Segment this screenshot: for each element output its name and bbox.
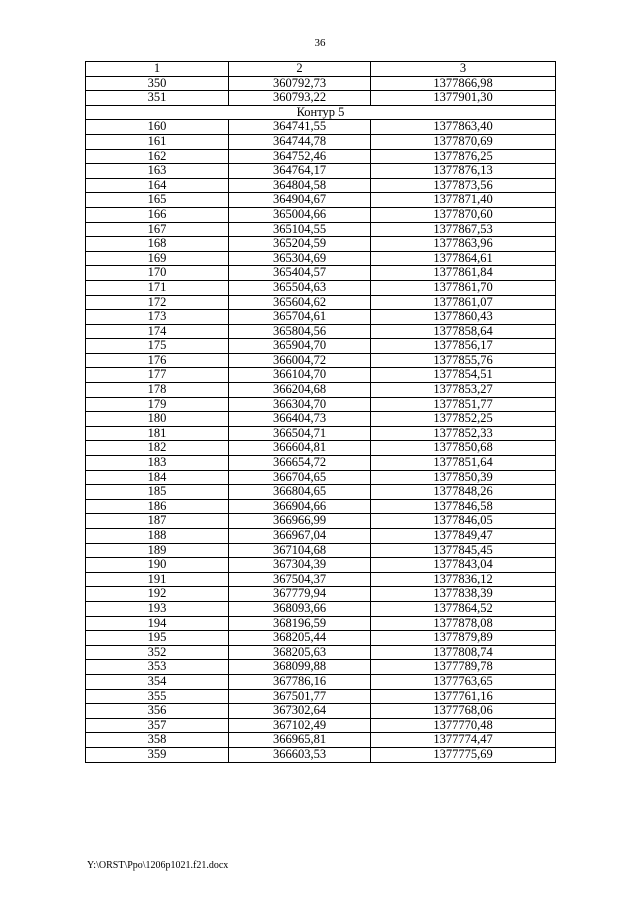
y-coordinate: 1377845,45 bbox=[371, 543, 556, 558]
x-coordinate: 366504,71 bbox=[229, 426, 371, 441]
point-number: 174 bbox=[86, 324, 229, 339]
y-coordinate: 1377856,17 bbox=[371, 339, 556, 354]
table-row bbox=[86, 134, 556, 149]
point-number: 176 bbox=[86, 353, 229, 368]
point-number: 353 bbox=[86, 660, 229, 675]
y-coordinate: 1377774,47 bbox=[371, 733, 556, 748]
point-number: 351 bbox=[86, 91, 229, 106]
page-number: 36 bbox=[314, 37, 326, 49]
y-coordinate: 1377871,40 bbox=[371, 193, 556, 208]
x-coordinate: 364804,58 bbox=[229, 178, 371, 193]
x-coordinate: 367786,16 bbox=[229, 674, 371, 689]
table-row bbox=[86, 660, 556, 675]
x-coordinate: 367104,68 bbox=[229, 543, 371, 558]
point-number: 167 bbox=[86, 222, 229, 237]
table-row bbox=[86, 310, 556, 325]
table-row bbox=[86, 251, 556, 266]
x-coordinate: 367302,64 bbox=[229, 704, 371, 719]
table-row bbox=[86, 368, 556, 383]
point-number: 166 bbox=[86, 207, 229, 222]
x-coordinate: 364904,67 bbox=[229, 193, 371, 208]
y-coordinate: 1377863,40 bbox=[371, 120, 556, 135]
point-number: 194 bbox=[86, 616, 229, 631]
y-coordinate: 1377849,47 bbox=[371, 529, 556, 544]
x-coordinate: 366967,04 bbox=[229, 529, 371, 544]
point-number: 354 bbox=[86, 674, 229, 689]
table-row bbox=[86, 441, 556, 456]
point-number: 173 bbox=[86, 310, 229, 325]
y-coordinate: 1377860,43 bbox=[371, 310, 556, 325]
x-coordinate: 368196,59 bbox=[229, 616, 371, 631]
table-row bbox=[86, 631, 556, 646]
table-row bbox=[86, 353, 556, 368]
x-coordinate: 365004,66 bbox=[229, 207, 371, 222]
y-coordinate: 1377858,64 bbox=[371, 324, 556, 339]
x-coordinate: 365904,70 bbox=[229, 339, 371, 354]
table-row bbox=[86, 689, 556, 704]
point-number: 181 bbox=[86, 426, 229, 441]
table-row bbox=[86, 164, 556, 179]
y-coordinate: 1377870,69 bbox=[371, 134, 556, 149]
x-coordinate: 366965,81 bbox=[229, 733, 371, 748]
y-coordinate: 1377855,76 bbox=[371, 353, 556, 368]
section-row bbox=[86, 105, 556, 120]
x-coordinate: 367304,39 bbox=[229, 558, 371, 573]
x-coordinate: 367102,49 bbox=[229, 718, 371, 733]
column-header: 2 bbox=[229, 62, 371, 77]
x-coordinate: 365804,56 bbox=[229, 324, 371, 339]
table-row bbox=[86, 470, 556, 485]
y-coordinate: 1377761,16 bbox=[371, 689, 556, 704]
table-row bbox=[86, 529, 556, 544]
y-coordinate: 1377843,04 bbox=[371, 558, 556, 573]
table-row bbox=[86, 616, 556, 631]
table-row bbox=[86, 383, 556, 398]
table-row bbox=[86, 514, 556, 529]
table-row bbox=[86, 645, 556, 660]
point-number: 171 bbox=[86, 280, 229, 295]
table-row bbox=[86, 222, 556, 237]
point-number: 187 bbox=[86, 514, 229, 529]
y-coordinate: 1377851,64 bbox=[371, 456, 556, 471]
table-row bbox=[86, 718, 556, 733]
section-title: Контур 5 bbox=[86, 105, 556, 120]
y-coordinate: 1377768,06 bbox=[371, 704, 556, 719]
point-number: 178 bbox=[86, 383, 229, 398]
y-coordinate: 1377851,77 bbox=[371, 397, 556, 412]
table-row bbox=[86, 207, 556, 222]
table-row bbox=[86, 412, 556, 427]
y-coordinate: 1377864,52 bbox=[371, 601, 556, 616]
coordinates-table bbox=[85, 61, 556, 763]
table-row bbox=[86, 295, 556, 310]
y-coordinate: 1377850,39 bbox=[371, 470, 556, 485]
x-coordinate: 365704,61 bbox=[229, 310, 371, 325]
point-number: 357 bbox=[86, 718, 229, 733]
x-coordinate: 366704,65 bbox=[229, 470, 371, 485]
x-coordinate: 366603,53 bbox=[229, 747, 371, 762]
point-number: 168 bbox=[86, 237, 229, 252]
column-header: 1 bbox=[86, 62, 229, 77]
x-coordinate: 364744,78 bbox=[229, 134, 371, 149]
point-number: 164 bbox=[86, 178, 229, 193]
table-row bbox=[86, 120, 556, 135]
table-row bbox=[86, 704, 556, 719]
x-coordinate: 366604,81 bbox=[229, 441, 371, 456]
point-number: 190 bbox=[86, 558, 229, 573]
point-number: 175 bbox=[86, 339, 229, 354]
point-number: 186 bbox=[86, 499, 229, 514]
point-number: 180 bbox=[86, 412, 229, 427]
point-number: 182 bbox=[86, 441, 229, 456]
y-coordinate: 1377846,05 bbox=[371, 514, 556, 529]
y-coordinate: 1377789,78 bbox=[371, 660, 556, 675]
point-number: 160 bbox=[86, 120, 229, 135]
x-coordinate: 366966,99 bbox=[229, 514, 371, 529]
y-coordinate: 1377864,61 bbox=[371, 251, 556, 266]
point-number: 355 bbox=[86, 689, 229, 704]
table-row bbox=[86, 397, 556, 412]
x-coordinate: 360792,73 bbox=[229, 76, 371, 91]
table-row bbox=[86, 587, 556, 602]
y-coordinate: 1377853,27 bbox=[371, 383, 556, 398]
point-number: 189 bbox=[86, 543, 229, 558]
y-coordinate: 1377854,51 bbox=[371, 368, 556, 383]
x-coordinate: 368205,63 bbox=[229, 645, 371, 660]
table-row bbox=[86, 178, 556, 193]
x-coordinate: 366004,72 bbox=[229, 353, 371, 368]
file-path-footer: Y:\ORST\Ppo\1206p1021.f21.docx bbox=[87, 860, 229, 871]
y-coordinate: 1377770,48 bbox=[371, 718, 556, 733]
point-number: 163 bbox=[86, 164, 229, 179]
table-header-row bbox=[86, 62, 556, 77]
x-coordinate: 367501,77 bbox=[229, 689, 371, 704]
point-number: 359 bbox=[86, 747, 229, 762]
table-row bbox=[86, 324, 556, 339]
y-coordinate: 1377873,56 bbox=[371, 178, 556, 193]
point-number: 195 bbox=[86, 631, 229, 646]
x-coordinate: 364741,55 bbox=[229, 120, 371, 135]
column-header: 3 bbox=[371, 62, 556, 77]
point-number: 188 bbox=[86, 529, 229, 544]
y-coordinate: 1377763,65 bbox=[371, 674, 556, 689]
y-coordinate: 1377867,53 bbox=[371, 222, 556, 237]
y-coordinate: 1377863,96 bbox=[371, 237, 556, 252]
x-coordinate: 364752,46 bbox=[229, 149, 371, 164]
table-body bbox=[86, 76, 556, 762]
y-coordinate: 1377861,07 bbox=[371, 295, 556, 310]
table-row bbox=[86, 485, 556, 500]
point-number: 179 bbox=[86, 397, 229, 412]
point-number: 177 bbox=[86, 368, 229, 383]
table-row bbox=[86, 193, 556, 208]
point-number: 352 bbox=[86, 645, 229, 660]
y-coordinate: 1377870,60 bbox=[371, 207, 556, 222]
point-number: 169 bbox=[86, 251, 229, 266]
x-coordinate: 365304,69 bbox=[229, 251, 371, 266]
table-row bbox=[86, 747, 556, 762]
y-coordinate: 1377861,70 bbox=[371, 280, 556, 295]
point-number: 193 bbox=[86, 601, 229, 616]
y-coordinate: 1377838,39 bbox=[371, 587, 556, 602]
table-row bbox=[86, 91, 556, 106]
table-row bbox=[86, 572, 556, 587]
y-coordinate: 1377866,98 bbox=[371, 76, 556, 91]
y-coordinate: 1377878,08 bbox=[371, 616, 556, 631]
x-coordinate: 366104,70 bbox=[229, 368, 371, 383]
x-coordinate: 366404,73 bbox=[229, 412, 371, 427]
y-coordinate: 1377852,33 bbox=[371, 426, 556, 441]
point-number: 350 bbox=[86, 76, 229, 91]
y-coordinate: 1377808,74 bbox=[371, 645, 556, 660]
table-row bbox=[86, 733, 556, 748]
y-coordinate: 1377848,26 bbox=[371, 485, 556, 500]
x-coordinate: 360793,22 bbox=[229, 91, 371, 106]
table-row bbox=[86, 543, 556, 558]
x-coordinate: 365604,62 bbox=[229, 295, 371, 310]
point-number: 172 bbox=[86, 295, 229, 310]
y-coordinate: 1377852,25 bbox=[371, 412, 556, 427]
table-row bbox=[86, 674, 556, 689]
y-coordinate: 1377879,89 bbox=[371, 631, 556, 646]
table-row bbox=[86, 280, 556, 295]
point-number: 185 bbox=[86, 485, 229, 500]
table-row bbox=[86, 237, 556, 252]
point-number: 358 bbox=[86, 733, 229, 748]
x-coordinate: 367504,37 bbox=[229, 572, 371, 587]
x-coordinate: 366304,70 bbox=[229, 397, 371, 412]
point-number: 184 bbox=[86, 470, 229, 485]
x-coordinate: 368099,88 bbox=[229, 660, 371, 675]
table-row bbox=[86, 339, 556, 354]
table-row bbox=[86, 456, 556, 471]
point-number: 165 bbox=[86, 193, 229, 208]
x-coordinate: 365104,55 bbox=[229, 222, 371, 237]
y-coordinate: 1377846,58 bbox=[371, 499, 556, 514]
x-coordinate: 365504,63 bbox=[229, 280, 371, 295]
x-coordinate: 368205,44 bbox=[229, 631, 371, 646]
x-coordinate: 364764,17 bbox=[229, 164, 371, 179]
x-coordinate: 366904,66 bbox=[229, 499, 371, 514]
point-number: 162 bbox=[86, 149, 229, 164]
point-number: 161 bbox=[86, 134, 229, 149]
table-row bbox=[86, 601, 556, 616]
y-coordinate: 1377775,69 bbox=[371, 747, 556, 762]
table-row bbox=[86, 149, 556, 164]
point-number: 170 bbox=[86, 266, 229, 281]
x-coordinate: 365404,57 bbox=[229, 266, 371, 281]
table-row bbox=[86, 266, 556, 281]
y-coordinate: 1377861,84 bbox=[371, 266, 556, 281]
x-coordinate: 367779,94 bbox=[229, 587, 371, 602]
point-number: 183 bbox=[86, 456, 229, 471]
y-coordinate: 1377876,13 bbox=[371, 164, 556, 179]
x-coordinate: 368093,66 bbox=[229, 601, 371, 616]
table-row bbox=[86, 499, 556, 514]
point-number: 191 bbox=[86, 572, 229, 587]
y-coordinate: 1377876,25 bbox=[371, 149, 556, 164]
x-coordinate: 366204,68 bbox=[229, 383, 371, 398]
point-number: 192 bbox=[86, 587, 229, 602]
y-coordinate: 1377836,12 bbox=[371, 572, 556, 587]
x-coordinate: 366804,65 bbox=[229, 485, 371, 500]
point-number: 356 bbox=[86, 704, 229, 719]
table-row bbox=[86, 76, 556, 91]
table-row bbox=[86, 558, 556, 573]
y-coordinate: 1377901,30 bbox=[371, 91, 556, 106]
x-coordinate: 365204,59 bbox=[229, 237, 371, 252]
table-row bbox=[86, 426, 556, 441]
y-coordinate: 1377850,68 bbox=[371, 441, 556, 456]
x-coordinate: 366654,72 bbox=[229, 456, 371, 471]
